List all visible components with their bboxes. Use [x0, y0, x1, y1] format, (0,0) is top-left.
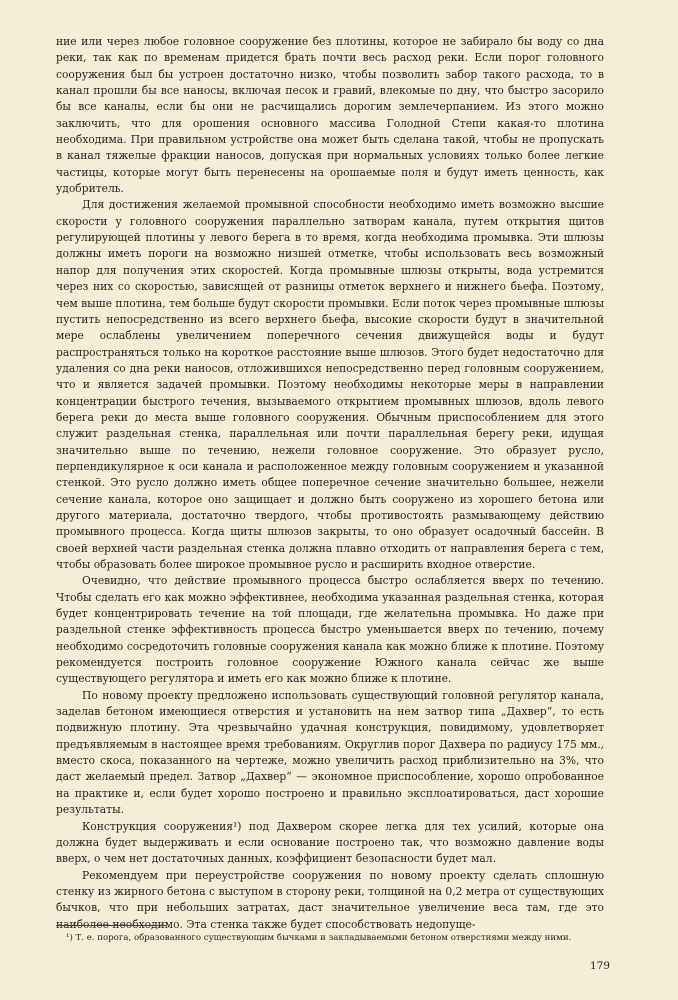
page-number: 179 — [589, 960, 610, 972]
paragraph-6: Рекомендуем при переустройстве сооружения по новому проекту сделать сплошную стенку из жирного бетона с выступом в сторону реки, толщиной на 0,2 метра от существующих бычков, что при небольших затратах, даст значительное увеличение веса там, где это наиболее необходимо. Эта стенка также будет способствовать недопуще- — [56, 868, 604, 931]
paragraph-5: Конструкция сооружения¹) под Дахвером скорее легка для тех усилий, которые она должна будет выдерживать и если основание построено так, что возможно давление воды вверх, о чем нет достаточных данных, коэффициент безопасности будет мал. — [56, 819, 604, 866]
paragraph-4: По новому проекту предложено использовать существующий головной регулятор канала, заделав бетоном имеющиеся отверстия и установить на нем затвор типа „Дахвер“, то есть подвижную плотину. Эта чрезвычайно удачная конструкция, повидимому, удовлетворяет предъявляемым в настоящее время требованиям. Округлив порог Дахвера по радиусу 175 мм., вместо скоса, показанного на чертеже, можно увеличить расход приблизительно на 3%, что даст желаемый предел. Затвор „Дахвер“ — экономное приспособление, хорошо опробованное на практике и, если будет хорошо построено и правильно эксплоатироваться, даст хорошие результаты. — [56, 688, 604, 817]
paragraph-2: Для достижения желаемой промывной способности необходимо иметь возможно высшие скорости у головного сооружения параллельно затворам канала, путем открытия щитов регулирующей плотины у левого берега в то время, когда необходима промывка. Эти шлюзы должны иметь пороги на возможно низшей отметке, чтобы использовать весь возможный напор для получения этих скоростей. Когда промывные шлюзы открыты, вода устремится через них со скоростью, зависящей от разницы отметок верхнего и нижнего бьефа. Поэтому, чем выше плотина, тем больше будут скорости промывки. Если поток через промывные шлюзы пустить непосредственно из всего верхнего бьефа, высокие скорости будут в значительной мере ослаблены увеличением поперечного сечения движущейся воды и будут распространяться только на короткое расстояние выше шлюзов. Этого будет недостаточно для удаления со дна реки наносов, отложившихся непосредственно перед головным сооружением, что и является задачей промывки. Поэтому необходимы некоторые меры в направлении концентрации быстрого течения, вызываемого открытием промывных шлюзов, вдоль левого берега реки до места выше головного сооружения. Обычным приспособлением для этого служит раздельная стенка, параллельная или почти параллельная берегу реки, идущая значительно выше по течению, нежели головное сооружение. Это образует русло, перпендикулярное к оси канала и расположенное между головным сооружением и указанной стенкой. Это русло должно иметь общее поперечное сечение значительно большее, нежели сечение канала, которое оно защищает и должно быть сооружено из хорошего бетона или другого материала, достаточно твердого, чтобы противостоять размывающему действию промывного процесса. Когда щиты шлюзов закрыты, то оно образует осадочный бассейн. В своей верхней части раздельная стенка должна плавно отходить от направления берега с тем, чтобы образовать более широкое промывное русло и расширить входное отверстие. — [56, 198, 604, 571]
footnote: ¹) Т. е. порога, образованного существующим бычками и закладываемыми бетоном отверстиями между ними. — [66, 933, 572, 943]
paragraph-1: ние или через любое головное сооружение без плотины, которое не забирало бы воду со дна реки, так как по временам придется брать почти весь расход реки. Если порог головного сооружения был бы устроен достаточно низко, чтобы позволить забор такого расхода, то в канал прошли бы все наносы, включая песок и гравий, влекомые по дну, что быстро засорило бы все каналы, если бы они не расчищались дорогим землечерпанием. Из этого можно заключить, что для орошения основного массива Голодной Степи какая-то плотина необходима. При правильном устройстве она может быть сделана такой, чтобы не пропускать в канал тяжелые фракции наносов, допуская при нормальных условиях только более легкие частицы, которые могут быть перенесены на орошаемые поля и будут иметь ценность, как удобритель. — [56, 35, 604, 196]
body-text — [56, 34, 604, 933]
footnote-divider — [56, 925, 166, 926]
paragraph-3: Очевидно, что действие промывного процесса быстро ослабляется вверх по течению. Чтобы сделать его как можно эффективнее, необходима указанная раздельная стенка, которая будет концентрировать течение на той площади, где желательна промывка. Но даже при раздельной стенке эффективность процесса быстро уменьшается вверх по течению, почему необходимо сосредоточить головные сооружения канала как можно ближе к плотине. Поэтому рекомендуется построить головное сооружение Южного канала сейчас же выше существующего регулятора и иметь его как можно ближе к плотине. — [56, 574, 604, 686]
